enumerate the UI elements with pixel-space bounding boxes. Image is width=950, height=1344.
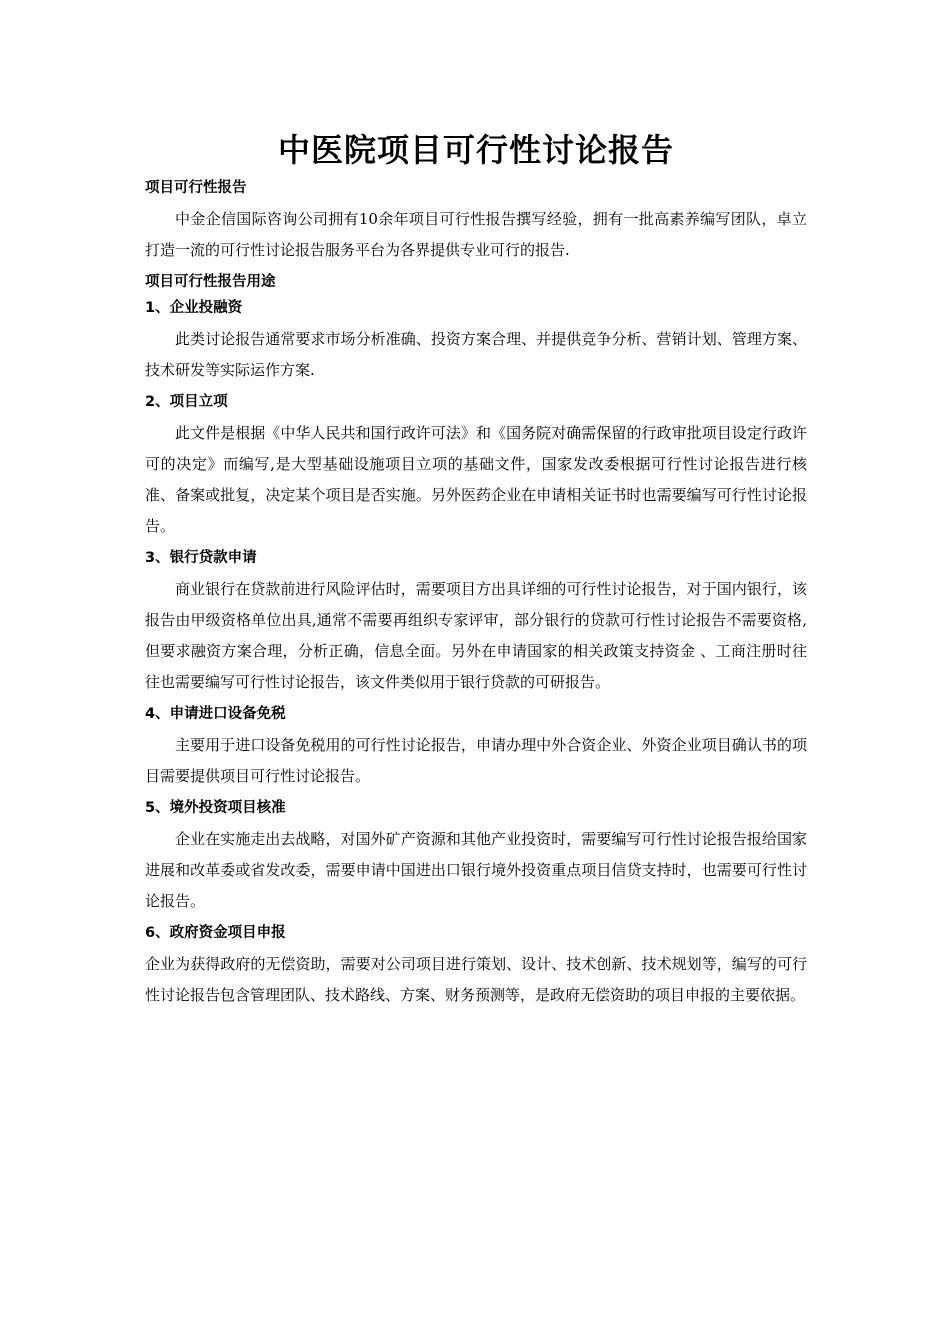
page-title <box>145 130 807 170</box>
document-content <box>145 130 807 1013</box>
section-body-1: 此类讨论报告通常要求市场分析准确、投资方案合理、并提供竞争分析、营销计划、管理方案、技术研发等实际运作方案. <box>145 330 807 379</box>
section-heading-intro: 项目可行性报告 <box>145 180 247 196</box>
title-strong-part: 中医院 <box>277 131 377 169</box>
section-heading-uses: 项目可行性报告用途 <box>145 274 276 290</box>
section-body-5: 企业在实施走出去战略，对国外矿产资源和其他产业投资时，需要编写可行性讨论报告报给国家进展和改革委或省发改委，需要申请中国进出口银行境外投资重点项目信贷支持时，也需要可行性讨论报告。 <box>145 830 807 910</box>
section-body-3: 商业银行在贷款前进行风险评估时，需要项目方出具详细的可行性讨论报告，对于国内银行，该报告由甲级资格单位出具,通常不需要再组织专家评审，部分银行的贷款可行性讨论报告不需要资格,但要求融资方案合理，分析正确，信息全面。另外在申请国家的相关政策支持资金 、工商注册时往往也需要编写可行性讨论报告，该文件类似用于银行贷款的可研报告。 <box>145 580 807 691</box>
title-rest-part: 项目可行性讨论报告 <box>377 131 675 169</box>
section-heading-4: 4、申请进口设备免税 <box>145 706 286 722</box>
section-heading-5: 5、境外投资项目核准 <box>145 800 286 816</box>
section-body-6: 企业为获得政府的无偿资助，需要对公司项目进行策划、设计、技术创新、技术规划等，编写的可行性讨论报告包含管理团队、技术路线、方案、财务预测等，是政府无偿资助的项目申报的主要依据。 <box>145 955 807 1004</box>
section-body-4: 主要用于进口设备免税用的可行性讨论报告，申请办理中外合资企业、外资企业项目确认书的项目需要提供项目可行性讨论报告。 <box>145 736 807 785</box>
section-heading-2: 2、项目立项 <box>145 394 228 410</box>
section-heading-6: 6、政府资金项目申报 <box>145 925 286 941</box>
section-heading-1: 1、企业投融资 <box>145 300 243 316</box>
section-heading-3: 3、银行贷款申请 <box>145 550 257 566</box>
section-body-intro: 中金企信国际咨询公司拥有10余年项目可行性报告撰写经验，拥有一批高素养编写团队，卓立打造一流的可行性讨论报告服务平台为各界提供专业可行的报告. <box>145 210 807 259</box>
section-body-2: 此文件是根据《中华人民共和国行政许可法》和《国务院对确需保留的行政审批项目设定行政许可的决定》而编写,是大型基础设施项目立项的基础文件，国家发改委根据可行性讨论报告进行核准、备案或批复，决定某个项目是否实施。另外医药企业在申请相关证书时也需要编写可行性讨论报告。 <box>145 424 807 535</box>
